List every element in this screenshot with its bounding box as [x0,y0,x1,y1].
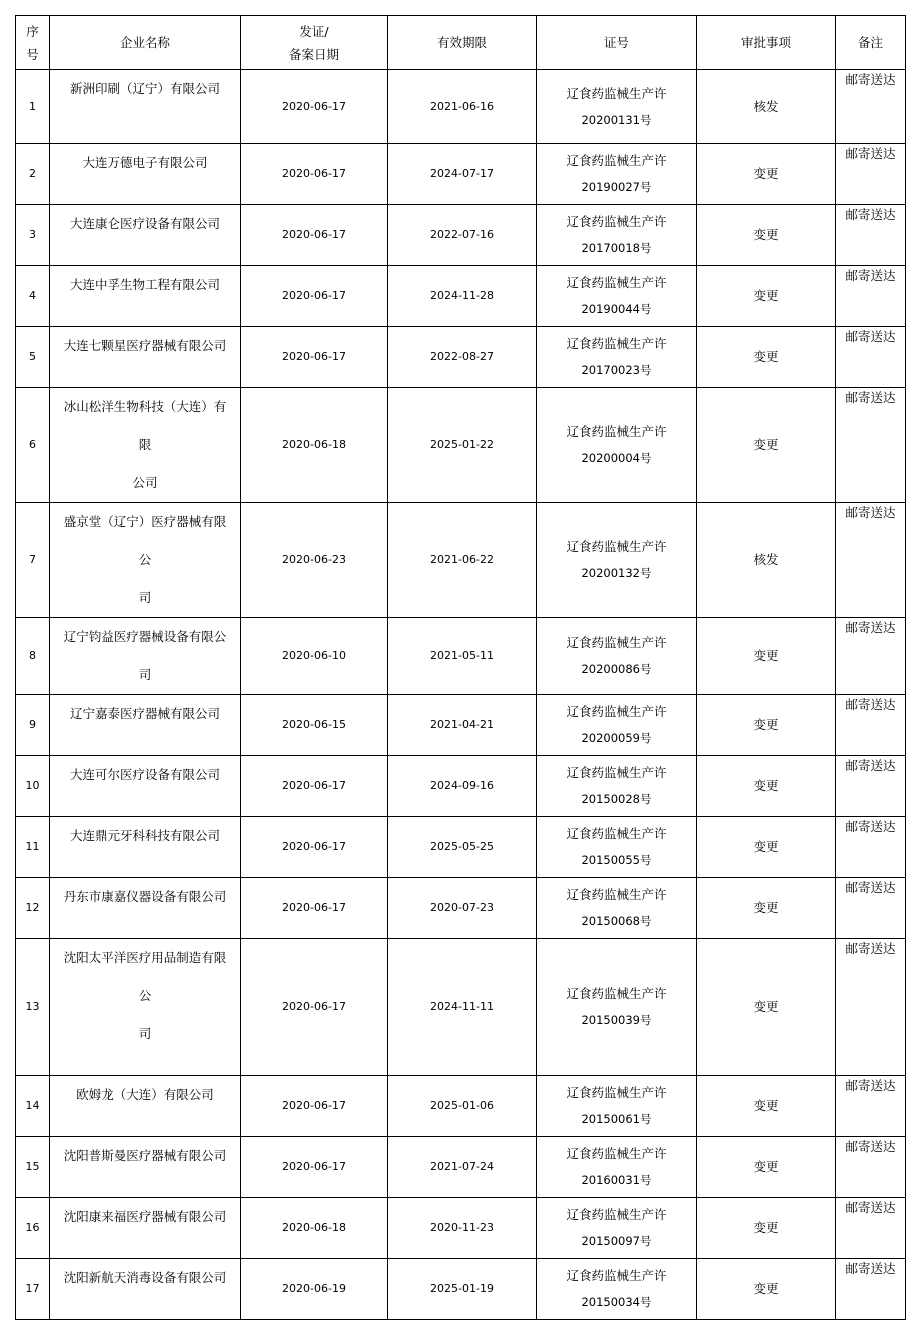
valid-until: 2021-06-22 [388,503,537,618]
cert-serial: 20200059号 [581,731,652,745]
company-name [50,939,241,1076]
issue-date: 2020-06-17 [241,1137,388,1198]
approval-item: 变更 [697,388,836,503]
valid-until: 2024-11-11 [388,939,537,1076]
table-row [16,1076,906,1137]
row-index: 12 [16,878,50,939]
delivery-note: 邮寄送达 [836,939,906,1076]
company-name-line: 盛京堂（辽宁）医疗器械有限公 [63,514,227,567]
cert-serial: 20150055号 [581,853,652,867]
row-index: 3 [16,205,50,266]
delivery-note: 邮寄送达 [836,70,906,144]
row-index: 17 [16,1259,50,1320]
cert-prefix: 辽食药监械生产许 [566,1146,667,1161]
cert-prefix: 辽食药监械生产许 [566,539,667,554]
table-row [16,1259,906,1320]
cert-prefix: 辽食药监械生产许 [566,214,667,229]
cert-serial: 20150039号 [581,1013,652,1027]
issue-date: 2020-06-10 [241,618,388,695]
approval-item: 核发 [697,503,836,618]
company-name-line: 司 [138,1026,152,1041]
valid-until: 2025-01-22 [388,388,537,503]
row-index: 16 [16,1198,50,1259]
cert-number [537,503,697,618]
company-name [50,618,241,695]
header-issue-date-line2: 备案日期 [288,46,339,62]
company-name [50,205,241,266]
company-name [50,817,241,878]
header-cert-no: 证号 [537,16,697,70]
cert-number [537,878,697,939]
delivery-note: 邮寄送达 [836,144,906,205]
header-index-line1: 序 [26,23,39,39]
issue-date: 2020-06-17 [241,144,388,205]
header-row [16,16,906,70]
company-name-line: 沈阳康来福医疗器械有限公司 [63,1209,227,1224]
cert-prefix: 辽食药监械生产许 [566,635,667,650]
cert-serial: 20200132号 [581,566,652,580]
cert-number [537,327,697,388]
approval-item: 变更 [697,756,836,817]
approval-item: 变更 [697,1076,836,1137]
approval-item: 变更 [697,266,836,327]
issue-date: 2020-06-18 [241,388,388,503]
company-name-line: 大连康仑医疗设备有限公司 [69,216,220,231]
cert-prefix: 辽食药监械生产许 [566,704,667,719]
company-name-line: 欧姆龙（大连）有限公司 [76,1087,214,1102]
company-name [50,756,241,817]
issue-date: 2020-06-17 [241,1076,388,1137]
header-note: 备注 [836,16,906,70]
cert-prefix: 辽食药监械生产许 [566,424,667,439]
valid-until: 2024-11-28 [388,266,537,327]
header-valid-until: 有效期限 [388,16,537,70]
company-name-line: 沈阳太平洋医疗用品制造有限公 [63,950,227,1003]
approval-item: 变更 [697,1137,836,1198]
row-index: 13 [16,939,50,1076]
valid-until: 2022-07-16 [388,205,537,266]
company-name [50,1137,241,1198]
row-index: 2 [16,144,50,205]
delivery-note: 邮寄送达 [836,695,906,756]
license-table [15,15,906,1320]
cert-serial: 20160031号 [581,1173,652,1187]
cert-number [537,1198,697,1259]
valid-until: 2022-08-27 [388,327,537,388]
row-index: 15 [16,1137,50,1198]
cert-serial: 20150097号 [581,1234,652,1248]
approval-item: 变更 [697,1198,836,1259]
row-index: 6 [16,388,50,503]
table-row [16,817,906,878]
cert-number [537,756,697,817]
valid-until: 2021-07-24 [388,1137,537,1198]
issue-date: 2020-06-18 [241,1198,388,1259]
company-name-line: 辽宁嘉泰医疗器械有限公司 [69,706,220,721]
issue-date: 2020-06-23 [241,503,388,618]
company-name [50,1076,241,1137]
table-row [16,70,906,144]
cert-prefix: 辽食药监械生产许 [566,826,667,841]
cert-serial: 20200131号 [581,112,652,127]
cert-number [537,70,697,144]
company-name-line: 沈阳新航天消毒设备有限公司 [63,1270,227,1285]
delivery-note: 邮寄送达 [836,1137,906,1198]
valid-until: 2025-05-25 [388,817,537,878]
delivery-note: 邮寄送达 [836,817,906,878]
cert-serial: 20190027号 [581,180,652,194]
row-index: 10 [16,756,50,817]
table-row [16,327,906,388]
issue-date: 2020-06-17 [241,878,388,939]
cert-number [537,618,697,695]
cert-number [537,1259,697,1320]
company-name-line: 冰山松洋生物科技（大连）有限 [63,399,227,452]
approval-item: 变更 [697,205,836,266]
company-name-line: 大连可尔医疗设备有限公司 [69,767,220,782]
table-row [16,388,906,503]
table-row [16,1137,906,1198]
cert-serial: 20170023号 [581,363,652,377]
company-name-line: 辽宁钧益医疗器械设备有限公司 [63,629,227,682]
delivery-note: 邮寄送达 [836,618,906,695]
delivery-note: 邮寄送达 [836,1259,906,1320]
issue-date: 2020-06-17 [241,939,388,1076]
valid-until: 2020-11-23 [388,1198,537,1259]
company-name [50,1259,241,1320]
cert-number [537,266,697,327]
cert-number [537,1076,697,1137]
cert-prefix: 辽食药监械生产许 [566,275,667,290]
cert-prefix: 辽食药监械生产许 [566,887,667,902]
cert-serial: 20150028号 [581,792,652,806]
company-name-line: 司 [138,590,152,605]
row-index: 7 [16,503,50,618]
valid-until: 2020-07-23 [388,878,537,939]
approval-item: 变更 [697,618,836,695]
cert-prefix: 辽食药监械生产许 [566,1207,667,1222]
header-index [16,16,50,70]
cert-serial: 20200004号 [581,451,652,465]
row-index: 8 [16,618,50,695]
approval-item: 变更 [697,939,836,1076]
valid-until: 2021-06-16 [388,70,537,144]
approval-item: 变更 [697,1259,836,1320]
table-row [16,756,906,817]
table-row [16,618,906,695]
table-row [16,144,906,205]
company-name-line: 大连万德电子有限公司 [82,155,208,170]
delivery-note: 邮寄送达 [836,1198,906,1259]
approval-item: 变更 [697,817,836,878]
company-name [50,503,241,618]
table-row [16,939,906,1076]
company-name [50,1198,241,1259]
issue-date: 2020-06-17 [241,817,388,878]
header-company: 企业名称 [50,16,241,70]
company-name-line: 大连中孚生物工程有限公司 [69,277,220,292]
delivery-note: 邮寄送达 [836,756,906,817]
company-name-line: 公司 [132,475,158,490]
cert-number [537,388,697,503]
delivery-note: 邮寄送达 [836,878,906,939]
cert-prefix: 辽食药监械生产许 [566,986,667,1001]
row-index: 4 [16,266,50,327]
table-row [16,1198,906,1259]
cert-serial: 20170018号 [581,241,652,255]
cert-number [537,817,697,878]
issue-date: 2020-06-17 [241,756,388,817]
approval-item: 变更 [697,327,836,388]
company-name [50,144,241,205]
header-approval-item: 审批事项 [697,16,836,70]
delivery-note: 邮寄送达 [836,327,906,388]
approval-item: 变更 [697,878,836,939]
company-name-line: 沈阳普斯曼医疗器械有限公司 [63,1148,227,1163]
valid-until: 2021-05-11 [388,618,537,695]
valid-until: 2021-04-21 [388,695,537,756]
company-name [50,388,241,503]
delivery-note: 邮寄送达 [836,1076,906,1137]
cert-number [537,1137,697,1198]
cert-prefix: 辽食药监械生产许 [566,1268,667,1283]
company-name [50,266,241,327]
cert-serial: 20200086号 [581,662,652,676]
cert-serial: 20150061号 [581,1112,652,1126]
company-name [50,70,241,144]
issue-date: 2020-06-19 [241,1259,388,1320]
issue-date: 2020-06-17 [241,70,388,144]
header-index-line2: 号 [26,46,39,62]
approval-item: 变更 [697,695,836,756]
cert-prefix: 辽食药监械生产许 [566,336,667,351]
cert-prefix: 辽食药监械生产许 [566,1085,667,1100]
cert-prefix: 辽食药监械生产许 [566,153,667,168]
valid-until: 2025-01-19 [388,1259,537,1320]
cert-number [537,205,697,266]
table-row [16,205,906,266]
table-row [16,266,906,327]
row-index: 5 [16,327,50,388]
cert-serial: 20190044号 [581,302,652,316]
company-name [50,695,241,756]
valid-until: 2025-01-06 [388,1076,537,1137]
row-index: 14 [16,1076,50,1137]
table-row [16,878,906,939]
header-issue-date-line1: 发证/ [299,23,329,39]
cert-prefix: 辽食药监械生产许 [566,765,667,780]
company-name-line: 丹东市康嘉仪器设备有限公司 [63,889,227,904]
company-name [50,327,241,388]
issue-date: 2020-06-17 [241,266,388,327]
row-index: 11 [16,817,50,878]
company-name-line: 大连鼎元牙科科技有限公司 [69,828,220,843]
valid-until: 2024-09-16 [388,756,537,817]
cert-serial: 20150034号 [581,1295,652,1309]
issue-date: 2020-06-17 [241,327,388,388]
row-index: 1 [16,70,50,144]
table-row [16,503,906,618]
row-index: 9 [16,695,50,756]
company-name [50,878,241,939]
delivery-note: 邮寄送达 [836,205,906,266]
company-name-line: 新洲印刷（辽宁）有限公司 [69,81,220,96]
table-row [16,695,906,756]
company-name-line: 大连七颗星医疗器械有限公司 [63,338,227,353]
issue-date: 2020-06-17 [241,205,388,266]
cert-serial: 20150068号 [581,914,652,928]
cert-number [537,939,697,1076]
approval-item: 核发 [697,70,836,144]
cert-number [537,695,697,756]
delivery-note: 邮寄送达 [836,503,906,618]
valid-until: 2024-07-17 [388,144,537,205]
cert-number [537,144,697,205]
delivery-note: 邮寄送达 [836,266,906,327]
cert-prefix: 辽食药监械生产许 [566,85,667,101]
header-issue-date [241,16,388,70]
issue-date: 2020-06-15 [241,695,388,756]
delivery-note: 邮寄送达 [836,388,906,503]
approval-item: 变更 [697,144,836,205]
